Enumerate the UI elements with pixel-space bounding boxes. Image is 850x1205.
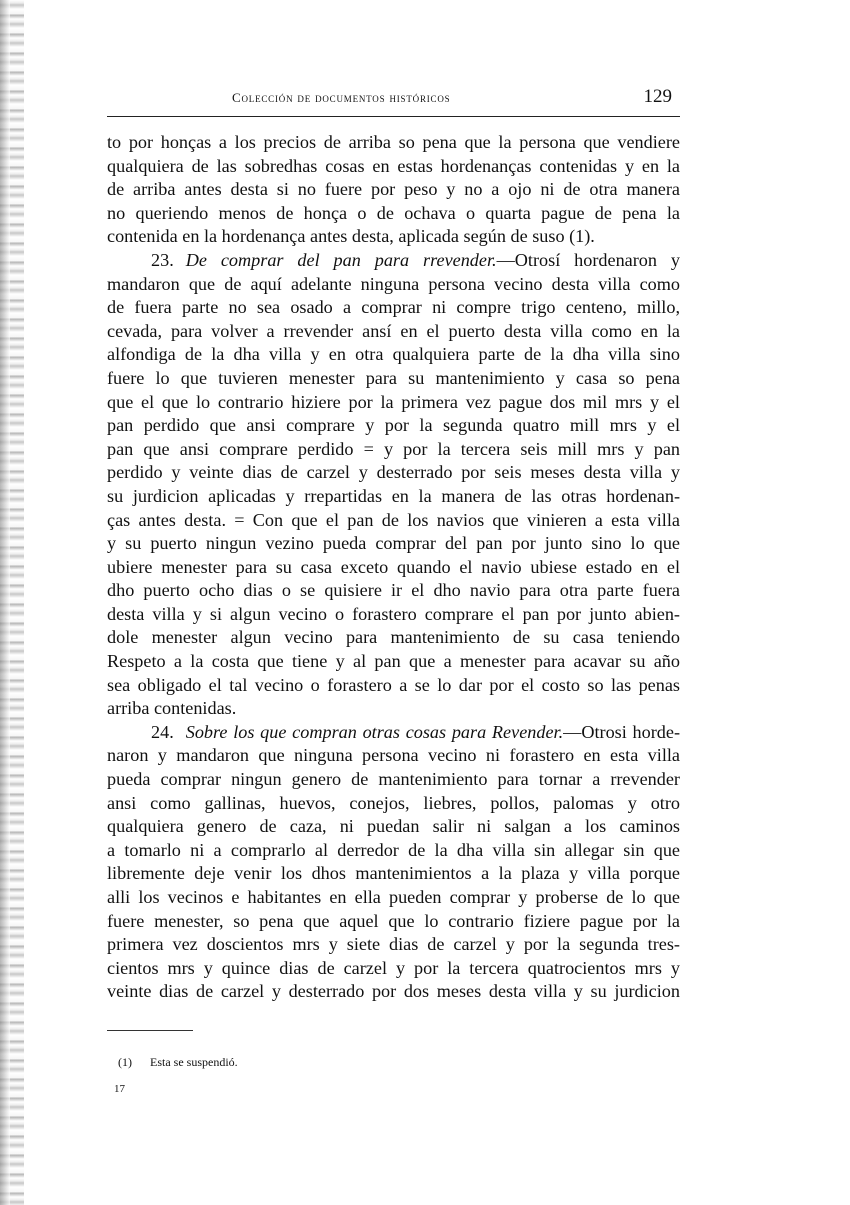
text-line: cevada, para volver a rrevender ansí en el puerto desta villa como en la <box>107 320 680 341</box>
paragraph-continuation <box>107 131 680 249</box>
text-line: perdido y veinte dias de carzel y desterrado por seis meses desta villa y <box>107 462 680 483</box>
text-line: ubiere menester para su casa exceto quando el navio ubiese estado en el <box>107 556 680 577</box>
paragraph-24 <box>107 721 680 1004</box>
text-line: qualquiera de las sobredhas cosas en estas hordenanças contenidas y en la <box>107 155 680 176</box>
text-line: to por honças a los precios de arriba so pena que la persona que vendiere <box>107 132 680 152</box>
running-title: Colección de documentos históricos <box>232 90 451 105</box>
printer-signature: 17 <box>114 1083 125 1095</box>
text-line: que el que lo contrario hiziere por la primera vez pague dos mil mrs y el <box>107 391 680 412</box>
text-line: Respeto a la costa que tiene y al pan que a menester para acavar su año <box>107 651 680 672</box>
text-line: dole menester algun vecino para mantenimiento de su casa teniendo <box>107 627 680 648</box>
page-number: 129 <box>643 86 672 107</box>
text-line: naron y mandaron que ninguna persona vecino ni forastero en esta villa <box>107 745 680 766</box>
text-line: alli los vecinos e habitantes en ella pueden comprar y proberse de lo que <box>107 887 680 907</box>
section-number: 24. <box>151 721 174 742</box>
text-line: veinte dias de carzel y desterrado por dos meses desta villa y su jurdicion <box>107 981 680 1002</box>
paragraph-heading-line <box>107 721 680 745</box>
text-line: ças antes desta. = Con que el pan de los navios que vinieren a esta villa <box>107 509 680 530</box>
text-line: —Otrosi horde- <box>563 721 680 742</box>
text-line: qualquiera genero de caza, ni puedan salir ni salgan a los caminos <box>107 816 680 837</box>
text-line: libremente deje venir los dhos mantenimientos a la plaza y villa porque <box>107 863 680 884</box>
text-line: pan perdido que ansi comprare y por la segunda quatro mill mrs y el <box>107 415 680 436</box>
section-title: Sobre los que compran otras cosas para Revender. <box>185 721 564 742</box>
page-header <box>107 88 680 114</box>
text-line: pueda comprar ningun genero de mantenimiento para tornar a rrevender <box>107 769 680 790</box>
text-line: de arriba antes desta si no fuere por peso y no a ojo ni de otra manera <box>107 179 680 200</box>
header-rule <box>107 116 680 117</box>
text-line: y su puerto ningun vezino pueda comprar del pan por junto sino lo que <box>107 533 680 554</box>
page-body <box>107 131 680 1004</box>
footnote-rule <box>107 1030 193 1031</box>
text-line: no queriendo menos de honça o de ochava o quarta pague de pena la <box>107 202 680 223</box>
scan-edge-shadow <box>0 0 10 1205</box>
text-line: de fuera parte no sea osado a comprar ni compre trigo centeno, millo, <box>107 297 680 318</box>
footnote-mark: (1) <box>118 1055 132 1069</box>
text-line: ansi como gallinas, huevos, conejos, liebres, pollos, palomas y otro <box>107 792 680 813</box>
text-line: dho puerto ocho dias o se quisiere ir el dho navio para otra parte fuera <box>107 580 680 601</box>
text-line: fuere menester, so pena que aquel que lo contrario fiziere pague por la <box>107 910 680 931</box>
text-line: fuere lo que tuvieren menester para su mantenimiento y casa so pena <box>107 367 680 388</box>
text-line: arriba contenidas. <box>107 698 237 719</box>
paragraph-23 <box>107 249 680 721</box>
text-line: desta villa y si algun vecino o forastero comprare el pan por junto abien- <box>107 603 680 624</box>
section-number: 23. <box>151 249 174 270</box>
text-line: pan que ansi comprare perdido = y por la tercera seis mill mrs y pan <box>107 438 680 459</box>
section-title: De comprar del pan para rrevender. <box>185 249 497 270</box>
text-line: su jurdicion aplicadas y rrepartidas en la manera de las otras hordenan- <box>107 485 680 506</box>
text-line: alfondiga de la dha villa y en otra qualquiera parte de la dha villa sino <box>107 344 680 365</box>
text-line: sea obligado el tal vecino o forastero a se lo dar por el costo so las penas <box>107 674 680 695</box>
text-line: —Otrosí hordenaron y <box>496 249 680 270</box>
text-line: a tomarlo ni a comprarlo al derredor de la dha villa sin allegar sin que <box>107 839 680 860</box>
text-line: mandaron que de aquí adelante ninguna persona vecino desta villa como <box>107 273 680 294</box>
text-line: primera vez doscientos mrs y siete dias de carzel y por la segunda tres- <box>107 934 680 955</box>
paragraph-heading-line <box>107 249 680 273</box>
footnote-text: Esta se suspendió. <box>150 1055 238 1069</box>
footnote <box>118 1055 238 1070</box>
text-line: cientos mrs y quince dias de carzel y por la tercera quatrocientos mrs y <box>107 957 680 978</box>
text-line: contenida en la hordenança antes desta, aplicada según de suso (1). <box>107 226 595 247</box>
